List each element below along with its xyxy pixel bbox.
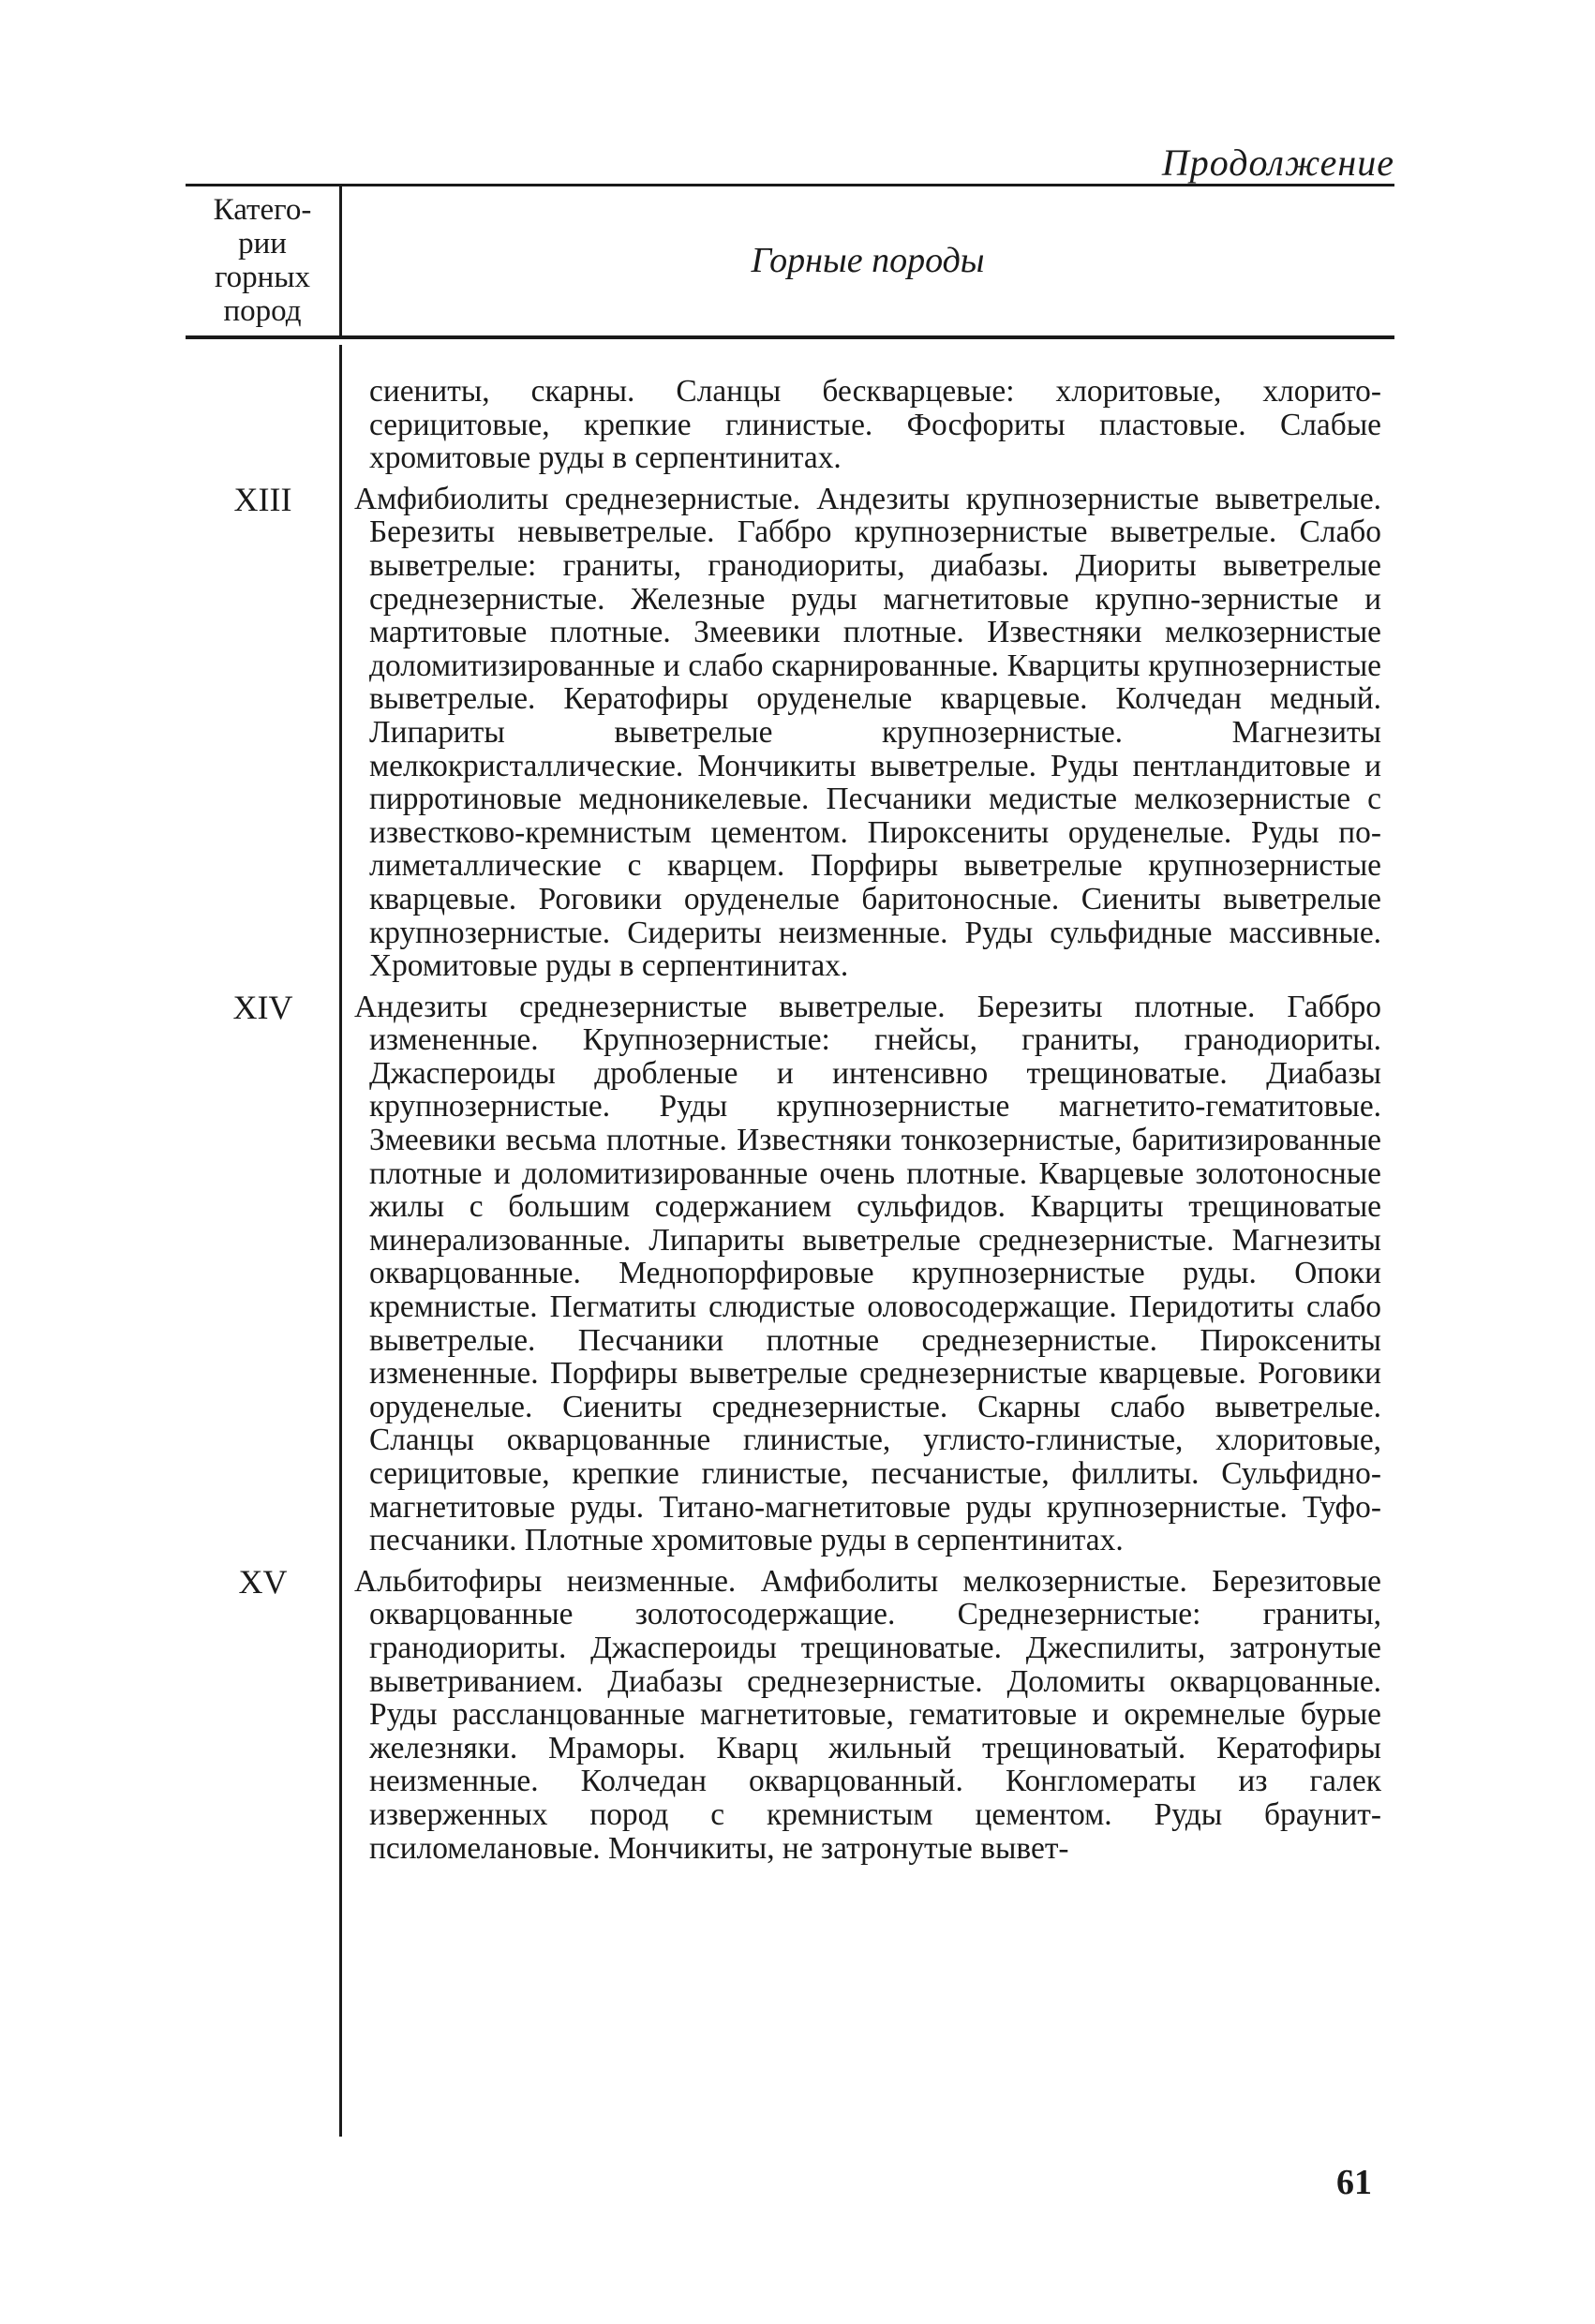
category-cell [186, 375, 340, 475]
rocks-cell: Альбитофиры неизменные. Амфиболиты мелкозернистые. Березитовые окварцованные золотосодержащие. Среднезернистые: граниты, гранодиориты. Джаспероиды трещиноватые. Джеспилиты, затронутые выветриванием. Диабазы среднезернистые. Доломиты окварцованные. Руды рассланцованные магнетитовые, гематитовые и окремнелые бурые железняки. Мраморы. Кварц жильный трещиноватый. Кератофиры неизменные. Колчедан окварцованный. Конгломераты из галек изверженных пород с кремнистым цементом. Руды браунит-псиломелановые. Мончикиты, не затронутые вывет- [354, 1563, 1381, 1866]
table-row [186, 1562, 1394, 1866]
continuation-label: Продолжение [1161, 142, 1394, 184]
category-cell: XIV [232, 988, 293, 1026]
category-cell: XV [238, 1562, 288, 1601]
category-cell: XIII [233, 480, 292, 518]
table-body [186, 375, 1394, 1865]
rocks-cell: сиениты, скарны. Сланцы бескварцевые: хлоритовые, хлорито-серицитовые, крепкие глинистые. Фосфориты пластовые. Слабые хромитовые руды в серпентинитах. [369, 374, 1381, 476]
rocks-cell: Андезиты среднезернистые выветрелые. Березиты плотные. Габбро измененные. Крупнозернистые: гнейсы, граниты, гранодиориты. Джаспероиды дробленые и интенсивно трещиноватые. Диабазы крупнозернистые. Руды крупнозернистые магнетито-гематитовые. Змеевики весьма плотные. Известняки тонкозернистые, баритизированные плотные и доломитизированные очень плотные. Кварцевые золотоносные жилы с большим содержанием сульфидов. Кварциты трещиноватые минерализованные. Липариты выветрелые среднезернистые. Магнезиты окварцованные. Меднопорфировые крупнозернистые руды. Опоки кремнистые. Пегматиты слюдистые оловосодержащие. Перидотиты слабо выветрелые. Песчаники плотные среднезернистые. Пироксениты измененные. Порфиры выветрелые среднезернистые кварцевые. Роговики оруденелые. Сиениты среднезернистые. Скарны слабо выветрелые. Сланцы окварцованные глинистые, углисто-глинистые, хлоритовые, серицитовые, крепкие глинистые, песчанистые, филлиты. Сульфидно-магнетитовые руды. Титано-магнетитовые руды крупнозернистые. Туфопесчаники. Плотные хромитовые руды в серпентинитах. [354, 989, 1381, 1558]
rocks-cell: Амфибиолиты среднезернистые. Андезиты крупнозернистые выветрелые. Березиты невыветрелые. Габбро крупнозернистые выветрелые. Слабо выветрелые: граниты, гранодиориты, диабазы. Диориты выветрелые среднезернистые. Железные руды магнетитовые крупно-зернистые и мартитовые плотные. Змеевики плотные. Известняки мелкозернистые доломитизированные и слабо скарнированные. Кварциты крупнозернистые выветрелые. Кератофиры оруденелые кварцевые. Колчедан медный. Липариты выветрелые крупнозернистые. Магнезиты мелкокристаллические. Мончикиты выветрелые. Руды пентландитовые и пирротиновые медноникелевые. Песчаники медистые мелкозернистые с известково-кремнистым цементом. Пироксениты оруденелые. Руды полиметаллические с кварцем. Порфиры выветрелые крупнозернистые кварцевые. Роговики оруденелые баритоносные. Сиениты выветрелые крупнозернистые. Сидериты неизменные. Руды сульфидные массивные. Хромитовые руды в серпентинитах. [354, 481, 1381, 984]
table-row [186, 375, 1394, 475]
column-header-category: Катего- рии горных пород [213, 193, 312, 328]
table-header-rule [186, 335, 1394, 339]
table-row [186, 988, 1394, 1558]
header-column-divider [339, 184, 342, 338]
table-row [186, 480, 1394, 984]
column-header-rocks: Горные породы [751, 241, 985, 280]
page-number: 61 [1336, 2163, 1372, 2202]
